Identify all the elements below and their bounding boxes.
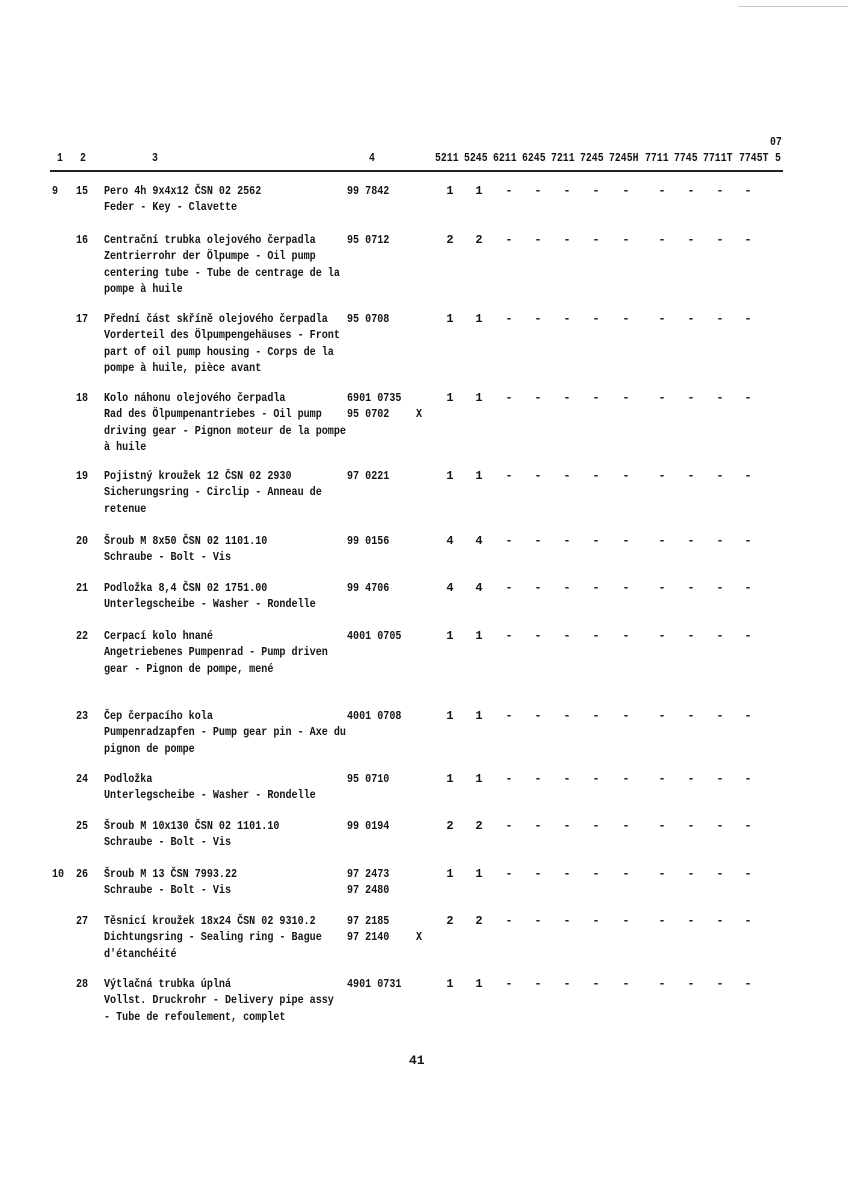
quantity-7211: -: [563, 709, 571, 723]
quantity-7711T: -: [716, 469, 724, 483]
quantity-7711T: -: [716, 819, 724, 833]
quantity-7245H: -: [622, 819, 630, 833]
quantity-7245: -: [592, 629, 600, 643]
quantity-7245: -: [592, 184, 600, 198]
quantity-7711T: -: [716, 629, 724, 643]
quantity-7211: -: [563, 469, 571, 483]
quantity-7211: -: [563, 819, 571, 833]
quantity-7745: -: [687, 469, 695, 483]
quantity-7245H: -: [622, 629, 630, 643]
quantity-7711: -: [658, 629, 666, 643]
quantity-7211: -: [563, 772, 571, 786]
part-description: [104, 976, 334, 1025]
header-model-7211: 7211: [551, 151, 575, 165]
group-number: 10: [52, 867, 65, 881]
position-number: 26: [76, 867, 89, 881]
part-number-line: 4901 0731: [347, 977, 402, 991]
part-description: [104, 533, 267, 566]
quantity-5245: 2: [475, 233, 483, 247]
quantity-7745T: -: [744, 391, 752, 405]
quantity-7745T: -: [744, 867, 752, 881]
quantity-5211: 1: [446, 629, 454, 643]
part-number-line: 99 0194: [347, 819, 390, 833]
quantity-6211: -: [505, 629, 513, 643]
part-description: [104, 708, 346, 757]
part-description: [104, 913, 322, 962]
quantity-5245: 4: [475, 581, 483, 595]
quantity-7745T: -: [744, 469, 752, 483]
quantity-7745: -: [687, 312, 695, 326]
quantity-6211: -: [505, 469, 513, 483]
quantity-7745: -: [687, 977, 695, 991]
quantity-6211: -: [505, 233, 513, 247]
quantity-6211: -: [505, 709, 513, 723]
quantity-7711: -: [658, 312, 666, 326]
description-line: centering tube - Tube de centrage de la: [104, 265, 340, 280]
description-line: Výtlačná trubka úplná: [104, 977, 232, 991]
header-model-7711: 7711: [645, 151, 669, 165]
part-number: [347, 533, 389, 549]
quantity-5211: 1: [446, 709, 454, 723]
quantity-7245H: -: [622, 581, 630, 595]
header-model-7745: 7745: [674, 151, 698, 165]
description-line: Cerpací kolo hnané: [104, 629, 213, 643]
quantity-7711: -: [658, 914, 666, 928]
part-description: [104, 468, 322, 517]
page-number: 41: [409, 1053, 425, 1068]
part-description: [104, 580, 316, 613]
quantity-7245: -: [592, 772, 600, 786]
group-number: 9: [52, 184, 59, 198]
description-line: Unterlegscheibe - Washer - Rondelle: [104, 597, 316, 612]
header-model-6245: 6245: [522, 151, 546, 165]
quantity-7745: -: [687, 534, 695, 548]
quantity-7245H: -: [622, 772, 630, 786]
position-number: 16: [76, 233, 89, 247]
quantity-6245: -: [534, 819, 542, 833]
description-line: Čep čerpacího kola: [104, 709, 213, 723]
quantity-5245: 1: [475, 629, 483, 643]
part-description: [104, 232, 340, 297]
quantity-6245: -: [534, 534, 542, 548]
quantity-7245: -: [592, 233, 600, 247]
description-line: Podložka 8,4 ČSN 02 1751.00: [104, 581, 268, 595]
quantity-7711: -: [658, 534, 666, 548]
quantity-7711T: -: [716, 184, 724, 198]
part-number-line: 95 0712: [347, 233, 390, 247]
part-number-line: 4001 0705: [347, 629, 402, 643]
quantity-7711: -: [658, 772, 666, 786]
part-number: [347, 913, 389, 946]
header-col-3: 3: [152, 151, 158, 165]
part-description: [104, 771, 316, 804]
part-description: [104, 866, 237, 899]
part-number-line: 97 2480: [347, 883, 390, 898]
description-line: Vorderteil des Ölpumpengehäuses - Front: [104, 328, 340, 343]
quantity-7245H: -: [622, 391, 630, 405]
quantity-7245H: -: [622, 867, 630, 881]
quantity-7245: -: [592, 581, 600, 595]
header-corner-top: 07: [770, 135, 782, 149]
description-line: Těsnicí kroužek 18x24 ČSN 02 9310.2: [104, 914, 316, 928]
quantity-6245: -: [534, 772, 542, 786]
quantity-6211: -: [505, 391, 513, 405]
part-number-line: 6901 0735: [347, 391, 402, 405]
position-number: 18: [76, 391, 89, 405]
quantity-5245: 1: [475, 312, 483, 326]
quantity-7711T: -: [716, 581, 724, 595]
part-number: [347, 818, 389, 834]
quantity-7745: -: [687, 772, 695, 786]
description-line: Pumpenradzapfen - Pump gear pin - Axe du: [104, 725, 346, 740]
quantity-5211: 2: [446, 914, 454, 928]
quantity-7711: -: [658, 867, 666, 881]
header-model-5245: 5245: [464, 151, 488, 165]
description-line: Rad des Ölpumpenantriebes - Oil pump: [104, 407, 322, 422]
description-line: d'étanchéité: [104, 946, 177, 961]
quantity-7745: -: [687, 581, 695, 595]
quantity-7211: -: [563, 629, 571, 643]
part-number-line: 97 2185: [347, 914, 390, 928]
header-rule: [50, 170, 783, 172]
part-number-line: 99 7842: [347, 184, 390, 198]
quantity-5245: 4: [475, 534, 483, 548]
replacement-mark: X: [416, 930, 423, 944]
quantity-7245H: -: [622, 469, 630, 483]
quantity-7245H: -: [622, 233, 630, 247]
quantity-6211: -: [505, 867, 513, 881]
quantity-5211: 2: [446, 819, 454, 833]
part-number: [347, 628, 401, 644]
quantity-7711: -: [658, 819, 666, 833]
header-col-1: 1: [57, 151, 63, 165]
quantity-7211: -: [563, 977, 571, 991]
description-line: retenue: [104, 501, 147, 516]
quantity-7711T: -: [716, 709, 724, 723]
quantity-7745: -: [687, 867, 695, 881]
position-number: 19: [76, 469, 89, 483]
quantity-6211: -: [505, 184, 513, 198]
quantity-5211: 1: [446, 867, 454, 881]
quantity-7711T: -: [716, 312, 724, 326]
header-model-7245: 7245: [580, 151, 604, 165]
quantity-6245: -: [534, 914, 542, 928]
quantity-7245: -: [592, 469, 600, 483]
position-number: 25: [76, 819, 89, 833]
description-line: Zentrierrohr der Ölpumpe - Oil pump: [104, 249, 316, 264]
quantity-7211: -: [563, 391, 571, 405]
quantity-7711: -: [658, 233, 666, 247]
quantity-5211: 1: [446, 469, 454, 483]
quantity-7745T: -: [744, 709, 752, 723]
part-number-line: 95 0702: [347, 407, 390, 422]
part-number-line: 4001 0708: [347, 709, 402, 723]
description-line: Šroub M 13 ČSN 7993.22: [104, 867, 238, 881]
quantity-6211: -: [505, 772, 513, 786]
position-number: 28: [76, 977, 89, 991]
quantity-5245: 1: [475, 867, 483, 881]
description-line: part of oil pump housing - Corps de la: [104, 344, 334, 359]
description-line: pompe à huile: [104, 281, 183, 296]
quantity-6245: -: [534, 629, 542, 643]
description-line: Feder - Key - Clavette: [104, 200, 238, 215]
part-number: [347, 771, 389, 787]
quantity-6245: -: [534, 581, 542, 595]
description-line: Šroub M 10x130 ČSN 02 1101.10: [104, 819, 280, 833]
quantity-7245H: -: [622, 709, 630, 723]
description-line: pignon de pompe: [104, 741, 195, 756]
quantity-7245: -: [592, 977, 600, 991]
description-line: Přední část skříně olejového čerpadla: [104, 312, 328, 326]
quantity-5245: 1: [475, 184, 483, 198]
description-line: Pojistný kroužek 12 ČSN 02 2930: [104, 469, 292, 483]
part-number: [347, 580, 389, 596]
header-model-6211: 6211: [493, 151, 517, 165]
quantity-7711T: -: [716, 534, 724, 548]
description-line: Angetriebenes Pumpenrad - Pump driven: [104, 645, 328, 660]
position-number: 27: [76, 914, 89, 928]
header-col-4: 4: [369, 151, 375, 165]
quantity-7245: -: [592, 312, 600, 326]
header-model-7711T: 7711T: [703, 151, 733, 165]
quantity-7245H: -: [622, 312, 630, 326]
quantity-7245: -: [592, 709, 600, 723]
quantity-7245H: -: [622, 914, 630, 928]
quantity-6211: -: [505, 914, 513, 928]
quantity-7711T: -: [716, 914, 724, 928]
position-number: 23: [76, 709, 89, 723]
quantity-6245: -: [534, 391, 542, 405]
quantity-7745T: -: [744, 534, 752, 548]
description-line: driving gear - Pignon moteur de la pompe: [104, 423, 346, 438]
quantity-7745: -: [687, 184, 695, 198]
quantity-7745T: -: [744, 312, 752, 326]
quantity-7745T: -: [744, 233, 752, 247]
quantity-6211: -: [505, 534, 513, 548]
quantity-7745T: -: [744, 914, 752, 928]
quantity-7711: -: [658, 469, 666, 483]
quantity-6245: -: [534, 867, 542, 881]
quantity-7211: -: [563, 233, 571, 247]
part-description: [104, 183, 261, 216]
quantity-7711: -: [658, 977, 666, 991]
description-line: à huile: [104, 439, 147, 454]
quantity-7245: -: [592, 867, 600, 881]
quantity-7745: -: [687, 233, 695, 247]
description-line: Schraube - Bolt - Vis: [104, 883, 232, 898]
part-number-line: 99 4706: [347, 581, 390, 595]
quantity-7211: -: [563, 914, 571, 928]
part-number: [347, 390, 401, 423]
quantity-7711: -: [658, 184, 666, 198]
quantity-5245: 1: [475, 469, 483, 483]
quantity-7745T: -: [744, 581, 752, 595]
quantity-5211: 4: [446, 581, 454, 595]
quantity-5211: 1: [446, 184, 454, 198]
quantity-7745T: -: [744, 977, 752, 991]
top-edge-line: [738, 6, 848, 7]
quantity-6211: -: [505, 312, 513, 326]
quantity-7711T: -: [716, 772, 724, 786]
quantity-7245H: -: [622, 977, 630, 991]
header-model-5211: 5211: [435, 151, 459, 165]
description-line: Šroub M 8x50 ČSN 02 1101.10: [104, 534, 268, 548]
quantity-7711: -: [658, 581, 666, 595]
part-number: [347, 468, 389, 484]
quantity-6211: -: [505, 581, 513, 595]
part-description: [104, 818, 279, 851]
quantity-6211: -: [505, 819, 513, 833]
quantity-7211: -: [563, 312, 571, 326]
quantity-7245: -: [592, 819, 600, 833]
position-number: 15: [76, 184, 89, 198]
quantity-7745: -: [687, 914, 695, 928]
description-line: Podložka: [104, 772, 153, 786]
header-model-7245H: 7245H: [609, 151, 639, 165]
description-line: Sicherungsring - Circlip - Anneau de: [104, 485, 322, 500]
description-line: Schraube - Bolt - Vis: [104, 835, 232, 850]
quantity-7745: -: [687, 819, 695, 833]
quantity-6245: -: [534, 184, 542, 198]
quantity-7745T: -: [744, 184, 752, 198]
part-number-line: 97 2140: [347, 930, 390, 945]
quantity-7745T: -: [744, 772, 752, 786]
quantity-5245: 1: [475, 391, 483, 405]
quantity-7745: -: [687, 629, 695, 643]
quantity-7211: -: [563, 867, 571, 881]
quantity-7711T: -: [716, 867, 724, 881]
header-corner-bottom: 5: [775, 151, 781, 165]
part-number: [347, 183, 389, 199]
quantity-6245: -: [534, 233, 542, 247]
quantity-7745: -: [687, 709, 695, 723]
quantity-7745T: -: [744, 819, 752, 833]
part-number: [347, 311, 389, 327]
part-number: [347, 866, 389, 899]
header-col-2: 2: [80, 151, 86, 165]
quantity-5211: 1: [446, 772, 454, 786]
part-description: [104, 311, 340, 376]
quantity-7211: -: [563, 581, 571, 595]
quantity-5211: 2: [446, 233, 454, 247]
quantity-7245H: -: [622, 534, 630, 548]
quantity-7245: -: [592, 391, 600, 405]
position-number: 20: [76, 534, 89, 548]
quantity-7745T: -: [744, 629, 752, 643]
quantity-7211: -: [563, 534, 571, 548]
description-line: gear - Pignon de pompe, mené: [104, 661, 274, 676]
quantity-7211: -: [563, 184, 571, 198]
part-number-line: 97 2473: [347, 867, 390, 881]
description-line: - Tube de refoulement, complet: [104, 1009, 286, 1024]
quantity-5211: 4: [446, 534, 454, 548]
header-model-7745T: 7745T: [739, 151, 769, 165]
quantity-7711: -: [658, 391, 666, 405]
quantity-5245: 1: [475, 977, 483, 991]
part-number-line: 95 0708: [347, 312, 390, 326]
part-number: [347, 232, 389, 248]
description-line: Pero 4h 9x4x12 ČSN 02 2562: [104, 184, 262, 198]
quantity-7245: -: [592, 534, 600, 548]
quantity-7711: -: [658, 709, 666, 723]
replacement-mark: X: [416, 407, 423, 421]
part-number-line: 99 0156: [347, 534, 390, 548]
description-line: Kolo náhonu olejového čerpadla: [104, 391, 286, 405]
description-line: Unterlegscheibe - Washer - Rondelle: [104, 788, 316, 803]
quantity-6211: -: [505, 977, 513, 991]
quantity-6245: -: [534, 977, 542, 991]
part-number-line: 97 0221: [347, 469, 390, 483]
quantity-5211: 1: [446, 391, 454, 405]
description-line: pompe à huile, pièce avant: [104, 360, 262, 375]
quantity-5211: 1: [446, 977, 454, 991]
part-description: [104, 628, 328, 677]
quantity-5245: 1: [475, 772, 483, 786]
description-line: Schraube - Bolt - Vis: [104, 550, 232, 565]
quantity-7245: -: [592, 914, 600, 928]
quantity-5245: 2: [475, 914, 483, 928]
part-number: [347, 708, 401, 724]
quantity-5245: 1: [475, 709, 483, 723]
part-number: [347, 976, 401, 992]
quantity-5245: 2: [475, 819, 483, 833]
quantity-7711T: -: [716, 977, 724, 991]
quantity-6245: -: [534, 469, 542, 483]
quantity-5211: 1: [446, 312, 454, 326]
quantity-7745: -: [687, 391, 695, 405]
position-number: 24: [76, 772, 89, 786]
part-number-line: 95 0710: [347, 772, 390, 786]
description-line: Vollst. Druckrohr - Delivery pipe assy: [104, 993, 334, 1008]
quantity-7245H: -: [622, 184, 630, 198]
quantity-6245: -: [534, 312, 542, 326]
position-number: 21: [76, 581, 89, 595]
quantity-7711T: -: [716, 391, 724, 405]
description-line: Centrační trubka olejového čerpadla: [104, 233, 316, 247]
quantity-6245: -: [534, 709, 542, 723]
position-number: 22: [76, 629, 89, 643]
quantity-7711T: -: [716, 233, 724, 247]
position-number: 17: [76, 312, 89, 326]
description-line: Dichtungsring - Sealing ring - Bague: [104, 930, 322, 945]
part-description: [104, 390, 346, 455]
